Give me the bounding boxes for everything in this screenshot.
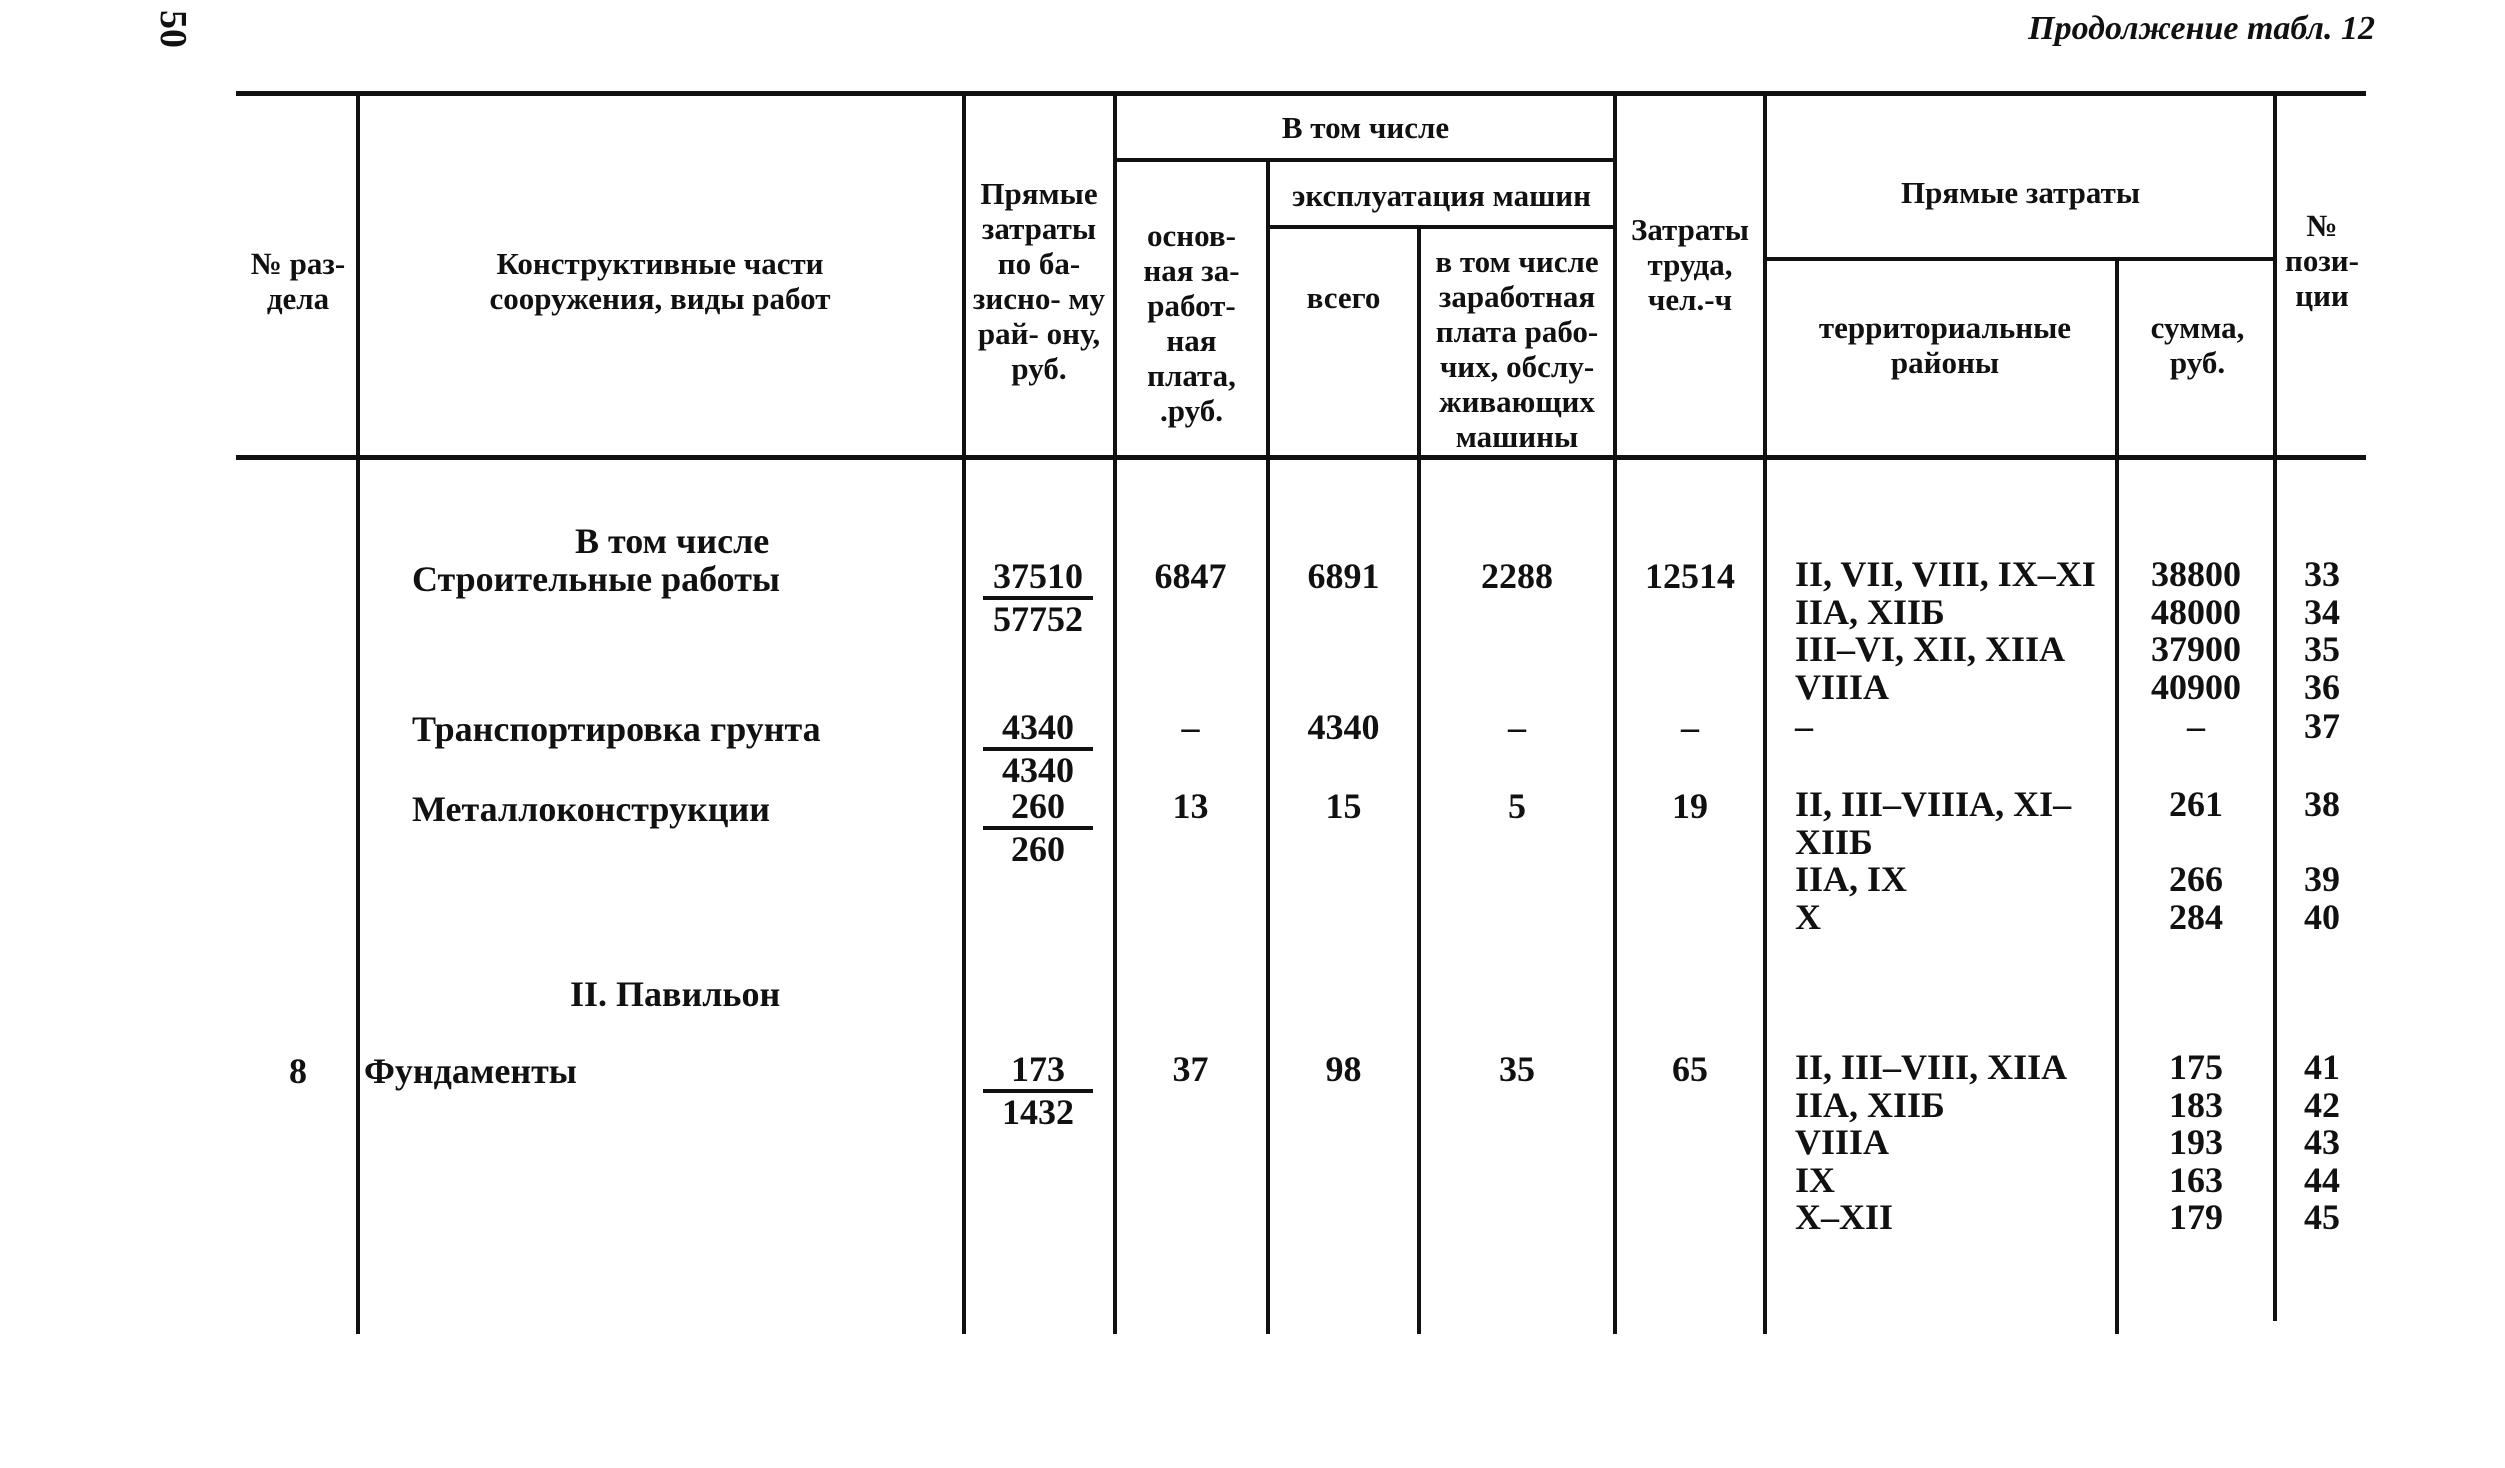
machines-wage-value: 35	[1499, 1049, 1535, 1089]
region-line: II, VII, VIII, IX–XI	[1795, 554, 2096, 594]
fraction-numerator: 173	[983, 1050, 1093, 1093]
continuation-caption: Продолжение табл. 12	[2028, 10, 2375, 47]
position-value: 43	[2304, 1122, 2340, 1162]
region-line: XIIБ	[1795, 821, 1873, 862]
region-line: X–XII	[1795, 1197, 1894, 1237]
header-machines-wage: в том числе заработная плата рабо- чих, обслу- живающих машины	[1435, 244, 1599, 454]
region-line: III–VI, XII, XIIA	[1795, 629, 2066, 669]
direct-group-rule	[1765, 257, 2275, 261]
basic-wage-value: 13	[1172, 786, 1209, 826]
header-sum: сумма, руб.	[2150, 310, 2245, 380]
region-line: VIIIA	[1795, 666, 1890, 707]
labor-value: 65	[1672, 1049, 1708, 1089]
sum-value: 38800	[2151, 554, 2241, 594]
region-line: II, III–VIIIA, XI–	[1795, 784, 2072, 824]
row-name: Фундаменты	[364, 1051, 577, 1091]
pavilion-label: II. Павильон	[570, 974, 781, 1014]
header-machines-total: всего	[1306, 280, 1381, 315]
header-basic-wage: основ- ная за- работ- ная плата, .руб.	[1143, 218, 1240, 428]
position-value: 44	[2304, 1159, 2340, 1200]
basic-wage-value: –	[1181, 707, 1200, 747]
labor-value: –	[1681, 707, 1699, 747]
direct-base-fraction	[973, 557, 1103, 638]
position-value: 36	[2304, 666, 2340, 707]
direct-base-fraction	[973, 787, 1103, 868]
region-line: IX	[1795, 1159, 1836, 1200]
fraction-numerator: 260	[983, 787, 1093, 830]
row-name: Металлоконструкции	[412, 789, 770, 829]
sum-value: 40900	[2151, 666, 2241, 707]
position-value	[2277, 824, 2367, 862]
region-line: IIA, XIIБ	[1795, 591, 1945, 632]
basic-wage-value: 6847	[1154, 556, 1227, 596]
position-value: 38	[2304, 784, 2340, 824]
col-divider-7	[1763, 91, 1767, 1334]
page-number: 50	[152, 10, 194, 48]
col-divider-1	[356, 91, 360, 1334]
fraction-numerator: 4340	[983, 708, 1093, 751]
table-top-rule	[236, 91, 2366, 96]
region-line: –	[1795, 706, 1813, 746]
row-name: Строительные работы	[412, 559, 780, 599]
header-position: № пози- ции	[2284, 208, 2359, 313]
position-value: 35	[2304, 629, 2340, 669]
position-value: 42	[2304, 1084, 2340, 1125]
sum-value: 261	[2169, 784, 2223, 824]
regions-list	[1795, 556, 2096, 706]
col-divider-4	[1266, 158, 1270, 1334]
col-divider-2	[962, 91, 966, 1334]
positions-list	[2277, 786, 2367, 936]
regions-list	[1795, 786, 2071, 936]
sum-value: 163	[2169, 1159, 2223, 1200]
region-line: II, III–VIII, XIIA	[1795, 1047, 2068, 1087]
row-name: Транспортировка грунта	[412, 709, 821, 749]
machines-wage-value: 5	[1508, 786, 1526, 826]
position-value: 45	[2304, 1197, 2340, 1237]
sum-value: 284	[2169, 896, 2223, 937]
header-parts: Конструктивные части сооружения, виды работ	[489, 246, 831, 316]
regions-list	[1795, 1049, 2067, 1237]
machines-wage-value: 2288	[1481, 556, 1553, 596]
machines-total-value: 15	[1325, 786, 1362, 826]
sum-value: 179	[2169, 1197, 2223, 1237]
sums-list	[2119, 1049, 2273, 1237]
positions-list	[2277, 556, 2367, 706]
header-direct-base: Прямые затраты по ба- зисно- му рай- ону, руб.	[972, 176, 1106, 386]
machines-total-value: 98	[1325, 1049, 1362, 1089]
positions-list	[2277, 708, 2367, 746]
sum-value	[2119, 824, 2273, 862]
header-bottom-rule	[236, 455, 2366, 460]
position-value: 33	[2304, 554, 2340, 594]
labor-value: 19	[1672, 786, 1708, 826]
machines-group-rule	[1268, 225, 1613, 229]
regions-list	[1795, 708, 1813, 746]
fraction-denominator: 57752	[993, 599, 1083, 639]
region-line: X	[1795, 896, 1821, 937]
machines-total-value: 6891	[1307, 556, 1380, 596]
sums-list	[2119, 556, 2273, 706]
sum-value: 175	[2169, 1047, 2223, 1087]
fraction-numerator: 37510	[983, 557, 1093, 600]
position-value: 34	[2304, 591, 2340, 632]
sum-value: 193	[2169, 1122, 2223, 1162]
sum-value: 183	[2169, 1084, 2223, 1125]
incl-group-rule	[1115, 158, 1615, 162]
machines-wage-value: –	[1508, 707, 1526, 747]
region-line: IIA, XIIБ	[1795, 1084, 1945, 1125]
region-line: VIIIA	[1795, 1122, 1890, 1162]
direct-base-fraction	[973, 1050, 1103, 1131]
section-number: 8	[289, 1051, 307, 1091]
header-section-no: № раз- дела	[250, 246, 346, 316]
header-regions: территориальные районы	[1818, 310, 2072, 380]
header-labor: Затраты труда, чел.-ч	[1630, 212, 1750, 317]
positions-list	[2277, 1049, 2367, 1237]
sums-list	[2119, 786, 2273, 936]
position-value: 41	[2304, 1047, 2340, 1087]
fraction-denominator: 1432	[1002, 1092, 1074, 1132]
incl-line-label: В том числе	[575, 521, 770, 561]
sum-value: 48000	[2151, 591, 2241, 632]
basic-wage-value: 37	[1172, 1049, 1209, 1089]
position-value: 39	[2304, 859, 2340, 899]
header-machines: эксплуатация машин	[1292, 178, 1591, 213]
region-line: IIA, IX	[1795, 859, 1908, 899]
header-incl: В том числе	[1281, 110, 1450, 145]
fraction-denominator: 4340	[1002, 750, 1074, 790]
sum-value: 266	[2169, 859, 2223, 899]
position-value: 37	[2304, 706, 2340, 746]
machines-total-value: 4340	[1307, 707, 1380, 747]
sums-list	[2119, 708, 2273, 746]
sum-value: 37900	[2151, 629, 2241, 669]
fraction-denominator: 260	[1011, 829, 1065, 869]
sum-value: –	[2187, 706, 2205, 746]
header-direct: Прямые затраты	[1900, 175, 2141, 210]
labor-value: 12514	[1645, 556, 1735, 596]
direct-base-fraction	[973, 708, 1103, 789]
position-value: 40	[2304, 896, 2340, 937]
